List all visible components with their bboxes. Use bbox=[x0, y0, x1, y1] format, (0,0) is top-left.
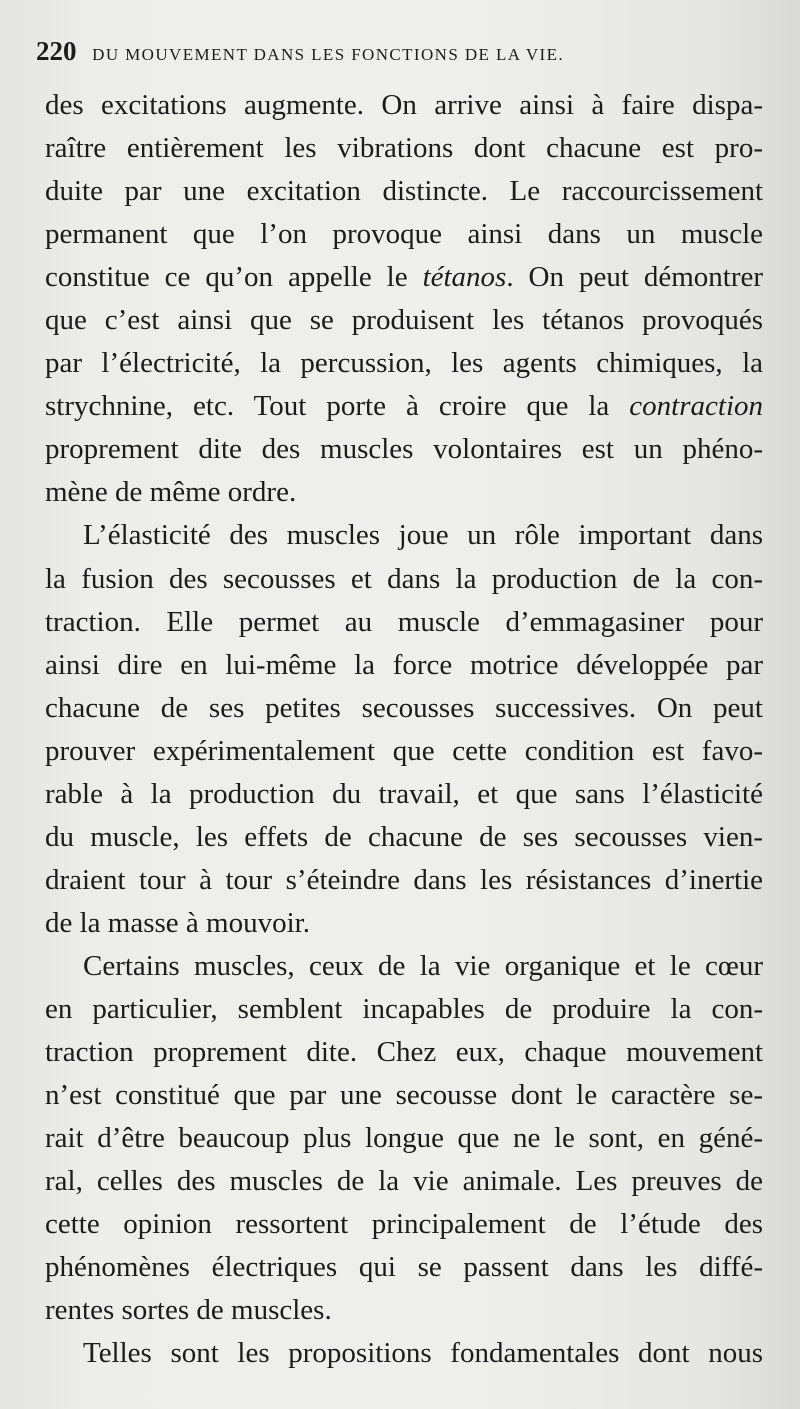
text-line: proprement dite des muscles volontaires est un phéno- bbox=[45, 433, 763, 466]
paragraph-1 bbox=[45, 84, 763, 514]
text-line: que c’est ainsi que se produisent les tétanos provoqués bbox=[45, 304, 763, 337]
paragraph-3 bbox=[45, 945, 763, 1332]
text-line: des excitations augmente. On arrive ainsi à faire dispa- bbox=[45, 89, 763, 121]
text-line: prouver expérimentalement que cette condition est favo- bbox=[45, 734, 763, 767]
text-line: mène de même ordre. bbox=[45, 476, 297, 509]
text-line: n’est constitué que par une secousse dont le caractère se- bbox=[45, 1079, 763, 1112]
text-line: rentes sortes de muscles. bbox=[45, 1294, 332, 1327]
text-line: traction proprement dite. Chez eux, chaque mouvement bbox=[45, 1036, 763, 1069]
page-number: 220 bbox=[36, 36, 77, 66]
text-line: rable à la production du travail, et que sans l’élasticité bbox=[45, 777, 763, 810]
text-segment: strychnine, etc. Tout porte à croire que la bbox=[45, 390, 610, 423]
text-line: ral, celles des muscles de la vie animale. Les preuves de bbox=[45, 1165, 763, 1198]
text-line: permanent que l’on provoque ainsi dans un muscle bbox=[45, 218, 763, 251]
text-line: traction. Elle permet au muscle d’emmagasiner pour bbox=[45, 605, 763, 638]
text-line: par l’électricité, la percussion, les agents chimiques, la bbox=[45, 347, 763, 380]
text-line: rait d’être beaucoup plus longue que ne le sont, en géné- bbox=[45, 1122, 763, 1155]
text-line: draient tour à tour s’éteindre dans les résistances d’inertie bbox=[45, 863, 763, 896]
running-title: DU MOUVEMENT DANS LES FONCTIONS DE LA VIE. bbox=[92, 45, 565, 64]
text-line: de la masse à mouvoir. bbox=[45, 906, 310, 939]
paragraph-2 bbox=[45, 514, 763, 944]
text-line: ainsi dire en lui-même la force motrice développée par bbox=[45, 648, 763, 681]
text-line: raître entièrement les vibrations dont chacune est pro- bbox=[45, 132, 763, 165]
italic-term-contraction: contraction bbox=[629, 390, 763, 423]
text-segment: constitue ce qu’on appelle le bbox=[45, 261, 408, 294]
text-line: du muscle, les effets de chacune de ses secousses vien- bbox=[45, 820, 763, 853]
text-line: la fusion des secousses et dans la production de la con- bbox=[45, 562, 763, 595]
text-line: phénomènes électriques qui se passent dans les diffé- bbox=[45, 1251, 763, 1284]
text-line: L’élasticité des muscles joue un rôle important dans bbox=[83, 519, 763, 552]
italic-term-tetanos: tétanos bbox=[422, 261, 507, 294]
text-line: Certains muscles, ceux de la vie organique et le cœur bbox=[83, 949, 763, 982]
text-line: cette opinion ressortent principalement de l’étude des bbox=[45, 1208, 763, 1241]
text-segment: . On peut démontrer bbox=[506, 261, 764, 294]
text-line bbox=[45, 256, 763, 299]
text-line bbox=[45, 385, 763, 428]
paragraph-4 bbox=[45, 1332, 763, 1375]
running-header bbox=[36, 36, 756, 67]
text-line: en particulier, semblent incapables de produire la con- bbox=[45, 992, 763, 1025]
text-line: chacune de ses petites secousses successives. On peut bbox=[45, 691, 763, 724]
page-body bbox=[45, 84, 763, 1375]
text-line: Telles sont les propositions fondamentales dont nous bbox=[83, 1337, 763, 1370]
text-line: duite par une excitation distincte. Le raccourcissement bbox=[45, 175, 763, 208]
